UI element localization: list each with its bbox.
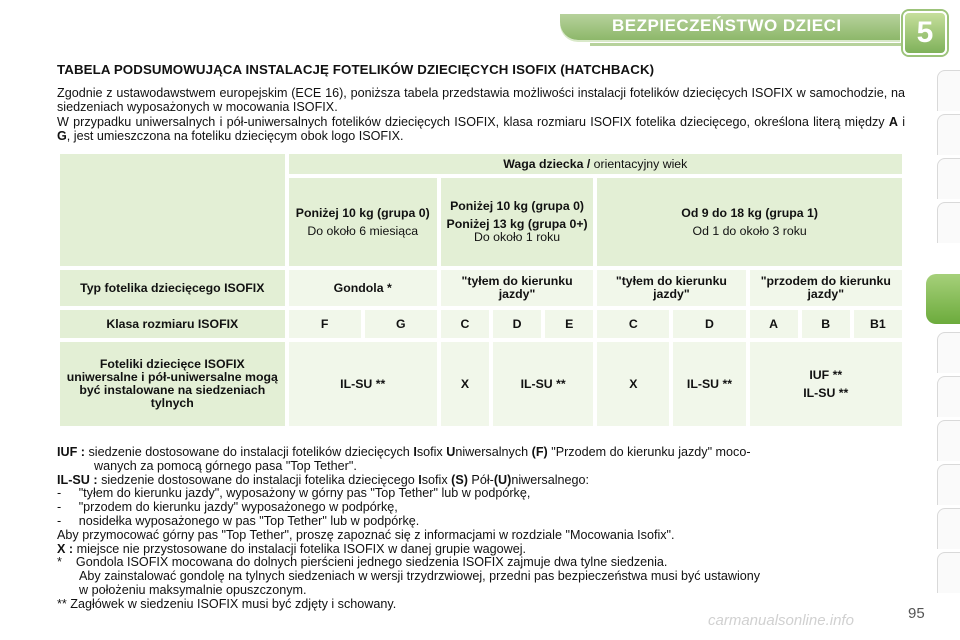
seat-cell: X [597,342,669,426]
class-cell: A [750,310,798,338]
note-emph: (F) [531,445,548,459]
page-number: 95 [908,605,925,622]
seat-cell: IL-SU ** [289,342,437,426]
side-tab[interactable] [937,552,960,593]
class-letter-a: A [888,115,898,129]
class-cell: C [441,310,489,338]
note-emph: I [413,445,417,459]
note-star-cont: Aby zainstalować gondolę na tylnych siedzeniach w wersji trzydrzwiowej, przedni pas bezpieczeństwa musi być ustawiony [79,569,761,584]
group-header-1 [289,178,437,266]
type-gondola: Gondola * [289,270,437,306]
class-cell: F [289,310,361,338]
side-tab[interactable] [937,508,960,549]
group-2-label-b: Poniżej 13 kg (grupa 0+) [446,217,588,231]
intro-text: W przypadku uniwersalnych i pół-uniwersalnych fotelików dziecięcych ISOFIX, klasa rozmiaru ISOFIX fotelika dziecięcego, określona literą między [57,115,889,129]
isofix-summary-table [56,150,906,430]
note-iuf [57,446,907,460]
section-title: TABELA PODSUMOWUJĄCA INSTALACJĘ FOTELIKÓW DZIECIĘCYCH ISOFIX (HATCHBACK) [57,62,655,77]
class-letter-g: G [57,129,67,143]
side-tab[interactable] [937,332,960,373]
group-3-age: Od 1 do około 3 roku [692,223,807,238]
weight-header-normal: orientacyjny wiek [590,156,688,171]
header-underline [590,43,910,46]
note-star-cont: w położeniu maksymalnie opuszczonym. [79,582,307,597]
class-cell: D [493,310,541,338]
type-forward-facing: "przodem do kierunku jazdy" [750,270,902,306]
watermark: carmanualsonline.info [708,612,854,629]
group-3-label: Od 9 do 18 kg (grupa 1) [681,205,818,220]
note-star: * Gondola ISOFIX mocowana do dolnych pierścieni jednego siedzenia ISOFIX zajmuje dwa tylne siedzenia. [57,555,668,570]
side-tab[interactable] [937,420,960,461]
note-emph: (U) [493,472,512,487]
side-tab[interactable] [937,464,960,505]
group-2-age: Do około 1 roku [473,230,561,244]
note-text: sofix [421,472,452,487]
class-cell: B [802,310,850,338]
note-dash: - "przodem do kierunku jazdy" wyposażonego w podpórkę, [57,500,398,515]
seat-cell: IL-SU ** [673,342,745,426]
side-tab[interactable] [937,376,960,417]
legend-notes [57,446,907,612]
row-label-class: Klasa rozmiaru ISOFIX [60,310,285,338]
note-double-star: ** Zagłówek w siedzeniu ISOFIX musi być zdjęty i schowany. [57,596,397,611]
class-cell: D [673,310,745,338]
chapter-title: BEZPIECZEŃSTWO DZIECI [612,16,842,35]
group-header-2 [441,178,593,266]
note-emph: U [446,445,456,459]
row-label-type: Typ fotelika dziecięcego ISOFIX [60,270,285,306]
note-text: sofix [416,445,447,459]
type-rear-facing-2: "tyłem do kierunku jazdy" [597,270,745,306]
note-emph: (S) [451,472,468,487]
note-text: siedzenie dostosowane do instalacji fotelika dziecięcego [97,472,419,487]
side-tab[interactable] [937,158,960,199]
note-dash: - "tyłem do kierunku jazdy", wyposażony w górny pas "Top Tether" lub w podpórkę, [57,486,531,501]
intro-paragraph-2 [57,115,905,143]
note-key: IUF : [57,445,85,459]
note-ilsu [57,474,907,488]
class-cell: E [545,310,593,338]
note-fix: Aby przymocować górny pas "Top Tether", proszę zapoznać się z informacjami w rozdziale "Mocowania Isofix". [57,527,675,542]
side-tab[interactable] [937,70,960,111]
group-1-age: Do około 6 miesiąca [307,223,419,238]
note-text: Pół- [467,472,494,487]
weight-header [289,154,902,174]
seat-cell-forward [750,342,902,426]
type-rear-facing-1: "tyłem do kierunku jazdy" [441,270,593,306]
intro-text: i [897,115,905,129]
seat-cell: X [441,342,489,426]
table-corner [60,154,285,266]
row-label-seats: Foteliki dziecięce ISOFIX uniwersalne i pół-uniwersalne mogą być instalowane na siedzeniach tylnych [60,342,285,426]
note-text: niwersalnych [455,445,532,459]
note-text: siedzenie dostosowane do instalacji fotelików dziecięcych [84,445,414,459]
group-header-3 [597,178,902,266]
side-tab[interactable] [937,114,960,155]
chapter-number-badge: 5 [903,11,947,55]
class-cell: C [597,310,669,338]
note-x [57,543,907,557]
side-tab[interactable] [937,202,960,243]
note-key: IL-SU : [57,472,98,487]
seat-ilsu: IL-SU ** [803,385,849,400]
note-text: miejsce nie przystosowane do instalacji fotelika ISOFIX w danej grupie wagowej. [73,541,526,556]
side-tab-active[interactable] [926,274,960,324]
intro-text: , jest umieszczona na foteliku dziecięcym obok logo ISOFIX. [66,129,404,143]
class-cell: B1 [854,310,902,338]
seat-cell: IL-SU ** [493,342,593,426]
group-1-label: Poniżej 10 kg (grupa 0) [295,205,430,220]
page-header [0,0,960,52]
note-text: niwersalnego: [511,472,590,487]
note-dash: - nosidełka wyposażonego w pas "Top Tether" lub w podpórkę. [57,513,420,528]
group-2-label-a: Poniżej 10 kg (grupa 0) [450,199,585,213]
class-cell: G [365,310,437,338]
side-tabs [930,70,960,630]
intro-paragraph-1: Zgodnie z ustawodawstwem europejskim (ECE 16), poniższa tabela przedstawia możliwości instalacji fotelików dziecięcych ISOFIX w samochodzie, na siedzeniach wyposażonych w mocowania ISOFIX. [57,86,905,114]
seat-iuf: IUF ** [809,367,843,382]
note-text: "Przodem do kierunku jazdy" moco- [547,445,751,459]
weight-header-bold: Waga dziecka / [503,156,591,171]
note-emph: I [418,472,422,487]
note-key: X : [57,541,74,556]
note-iuf-cont: wanych za pomocą górnego pasa "Top Tether". [94,458,357,473]
